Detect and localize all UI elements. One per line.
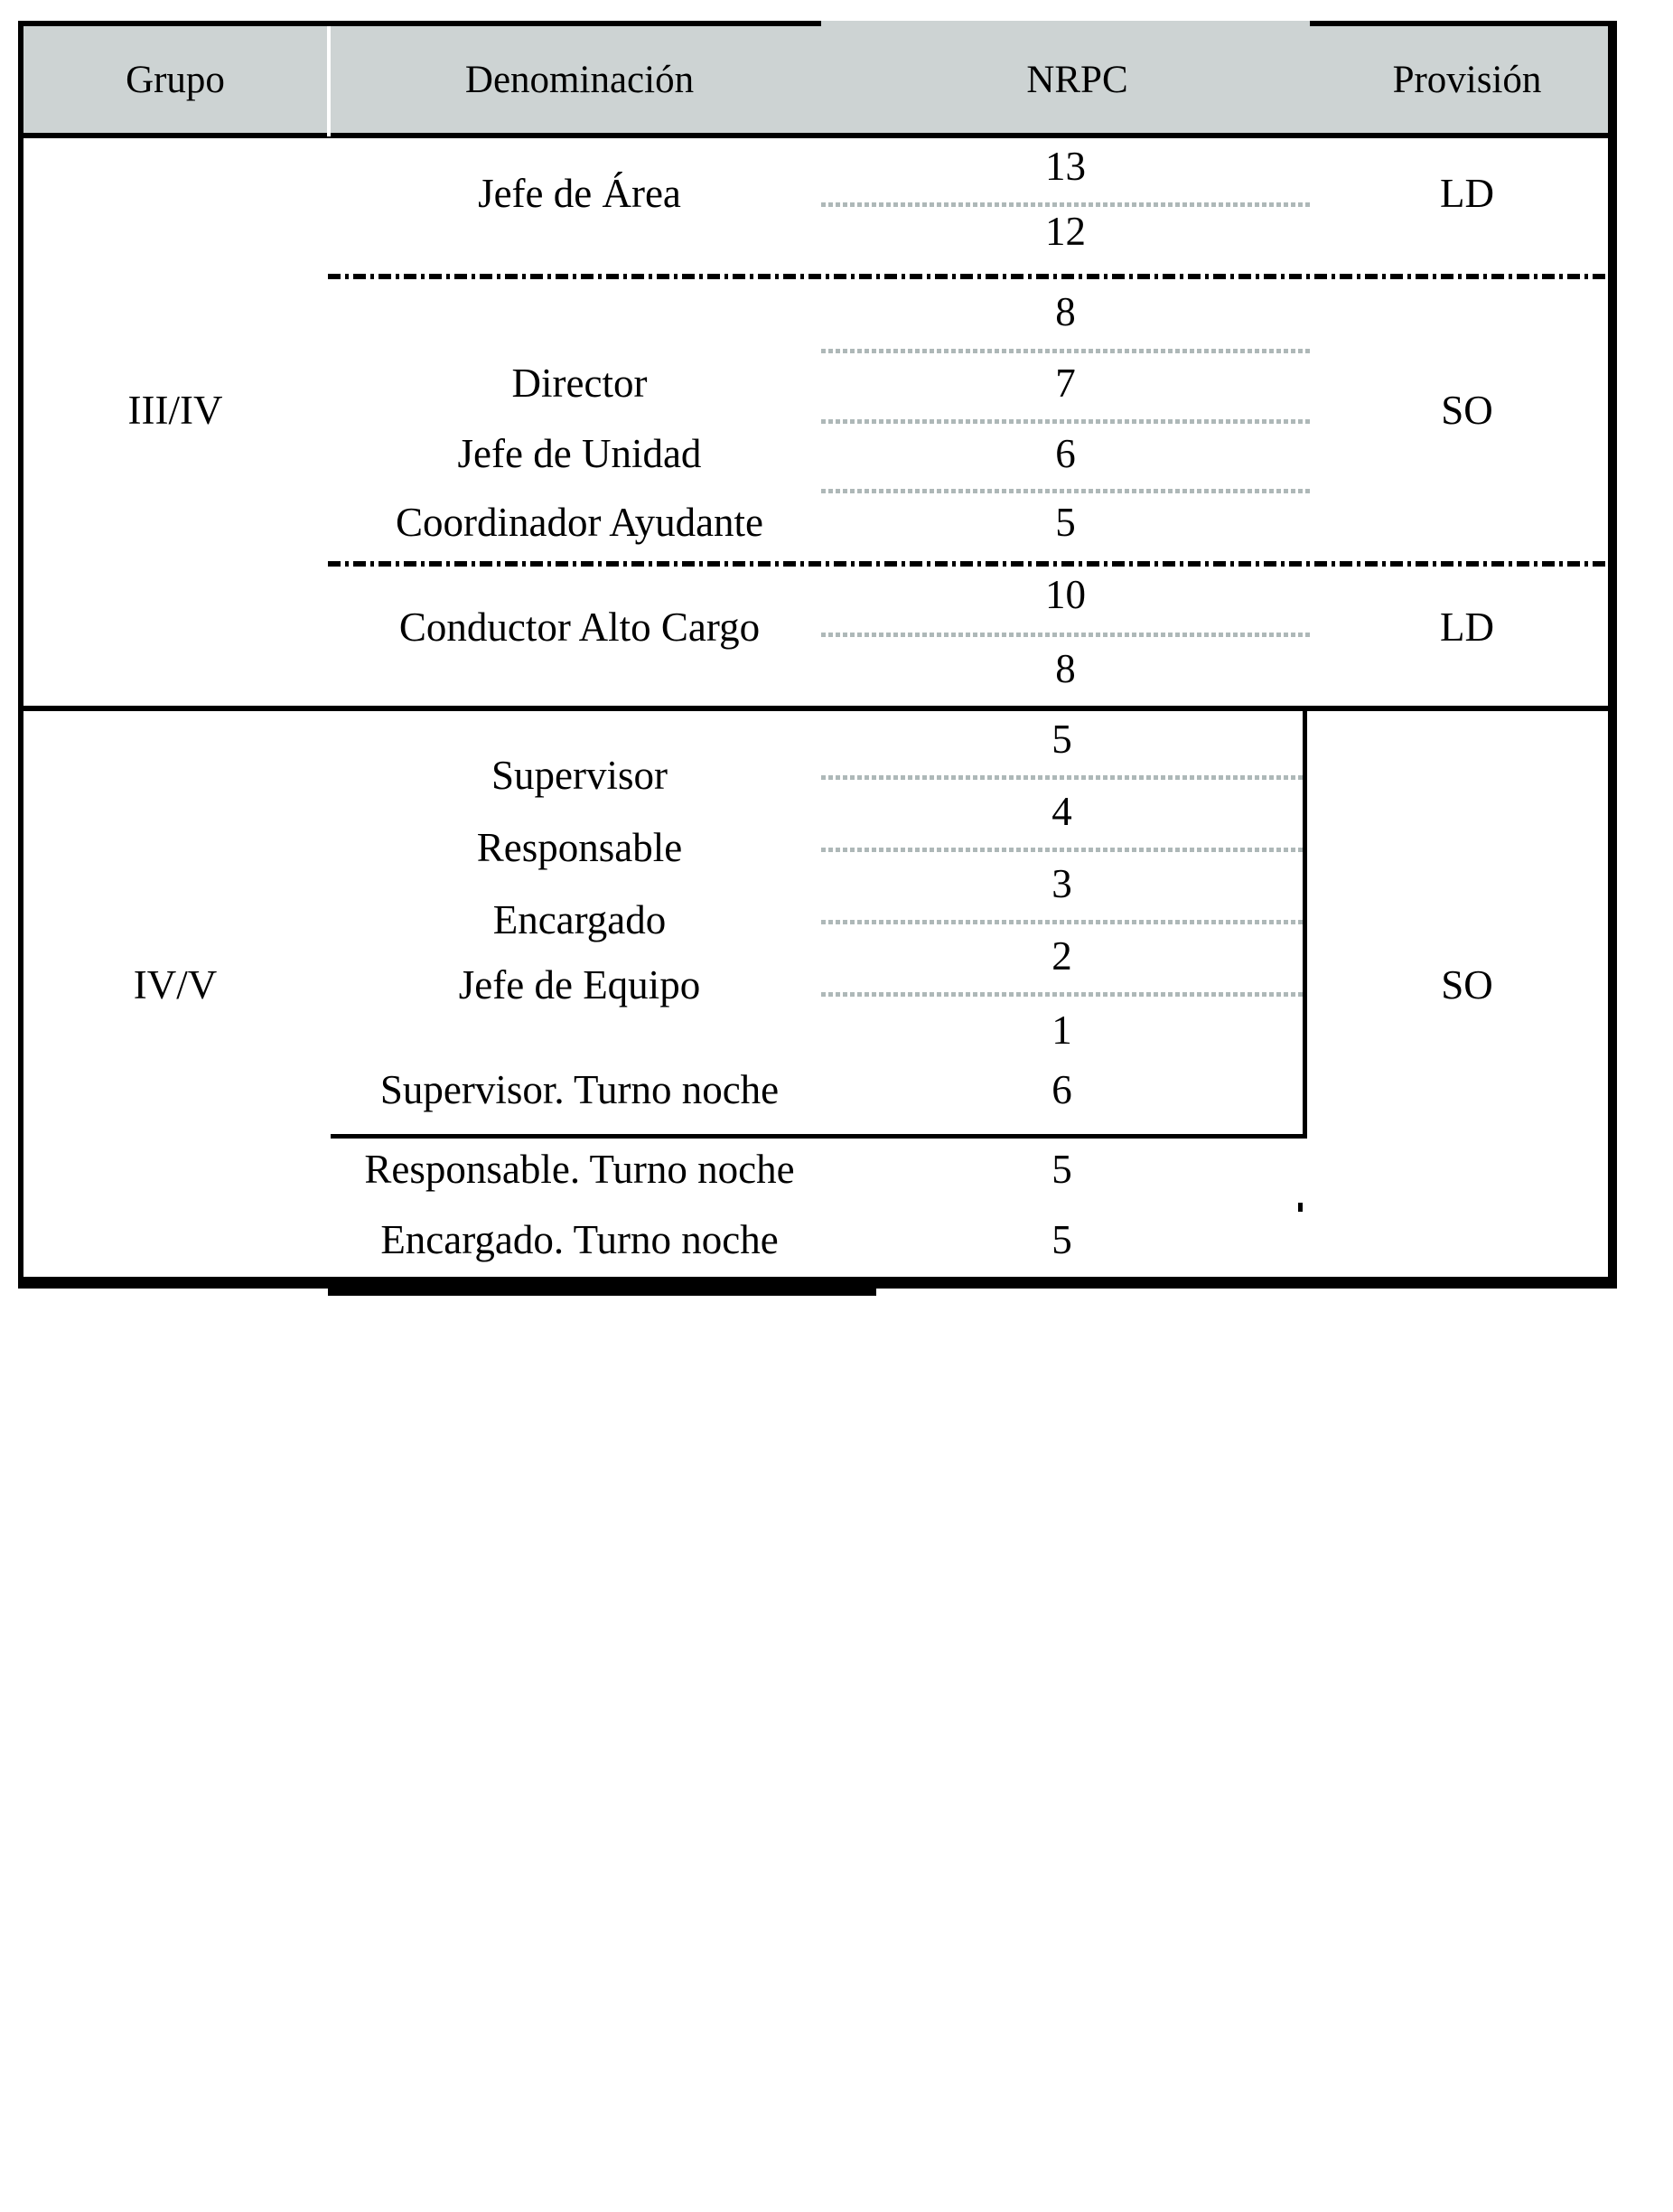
cell-nrpc-value: 6 bbox=[1055, 430, 1076, 476]
header-bottom-border bbox=[18, 133, 1617, 138]
cell-denominacion-jefe-de-area: Jefe de Área bbox=[478, 170, 681, 216]
cell-provision-so-1: SO bbox=[1441, 387, 1493, 433]
cell-provision-ld-1: LD bbox=[1440, 170, 1494, 216]
cell-denominacion-supervisor: Supervisor bbox=[491, 752, 668, 798]
nrpc-divider bbox=[821, 920, 1303, 924]
cell-provision-ld-2: LD bbox=[1440, 604, 1494, 650]
column-header-provision: Provisión bbox=[1392, 58, 1542, 101]
table-left-border bbox=[18, 21, 23, 1289]
nrpc-divider bbox=[821, 775, 1303, 780]
cell-nrpc-value: 5 bbox=[1051, 1146, 1072, 1192]
cell-denominacion-responsable: Responsable bbox=[476, 824, 683, 870]
cell-denominacion-supervisor-turno-noche: Supervisor. Turno noche bbox=[379, 1066, 780, 1112]
group-section-divider bbox=[18, 706, 1617, 711]
cell-nrpc-value: 10 bbox=[1045, 571, 1086, 617]
cell-denominacion-coordinador-ayudante: Coordinador Ayudante bbox=[395, 499, 764, 545]
cell-nrpc-value: 5 bbox=[1051, 716, 1072, 762]
cell-nrpc-value: 12 bbox=[1045, 208, 1086, 254]
cell-nrpc-value: 8 bbox=[1055, 645, 1076, 691]
cell-grupo-iii-iv: III/IV bbox=[127, 387, 223, 433]
cell-nrpc-value: 8 bbox=[1055, 288, 1076, 334]
cell-denominacion-encargado-turno-noche: Encargado. Turno noche bbox=[380, 1216, 779, 1262]
turno-noche-divider bbox=[331, 1134, 1307, 1139]
cell-provision-so-2: SO bbox=[1441, 961, 1493, 1008]
cell-nrpc-value: 3 bbox=[1051, 860, 1072, 906]
cell-denominacion-director: Director bbox=[511, 360, 648, 406]
cell-nrpc-value: 5 bbox=[1055, 499, 1076, 545]
table-bottom-border-offset-segment bbox=[328, 1289, 876, 1296]
column-header-nrpc: NRPC bbox=[1026, 58, 1128, 101]
cell-nrpc-value: 7 bbox=[1055, 360, 1076, 406]
nrpc-divider bbox=[821, 848, 1303, 852]
cell-nrpc-value: 2 bbox=[1051, 933, 1072, 979]
cell-grupo-iv-v: IV/V bbox=[133, 961, 218, 1008]
column-header-grupo: Grupo bbox=[126, 58, 225, 101]
cell-denominacion-conductor-alto-cargo: Conductor Alto Cargo bbox=[398, 604, 761, 650]
cell-nrpc-value: 5 bbox=[1051, 1216, 1072, 1262]
table-right-border bbox=[1608, 21, 1617, 1289]
cell-denominacion-responsable-turno-noche: Responsable. Turno noche bbox=[364, 1146, 795, 1192]
cell-nrpc-value: 6 bbox=[1051, 1066, 1072, 1112]
dashdot-divider-1 bbox=[328, 274, 1615, 279]
column-header-denominacion: Denominación bbox=[464, 58, 695, 101]
nrpc-box-right-border bbox=[1303, 711, 1307, 1138]
nrpc-divider bbox=[821, 633, 1310, 637]
cell-denominacion-encargado: Encargado bbox=[492, 896, 667, 942]
cell-denominacion-jefe-de-unidad: Jefe de Unidad bbox=[457, 430, 702, 476]
cell-nrpc-value: 1 bbox=[1051, 1007, 1072, 1053]
cell-nrpc-value: 4 bbox=[1051, 788, 1072, 834]
nrpc-divider bbox=[821, 419, 1310, 424]
cell-nrpc-value: 13 bbox=[1045, 143, 1086, 189]
nrpc-divider bbox=[821, 992, 1303, 997]
cell-denominacion-jefe-de-equipo: Jefe de Equipo bbox=[458, 961, 701, 1008]
table-bottom-border bbox=[18, 1277, 1617, 1289]
nrpc-divider bbox=[821, 349, 1310, 353]
